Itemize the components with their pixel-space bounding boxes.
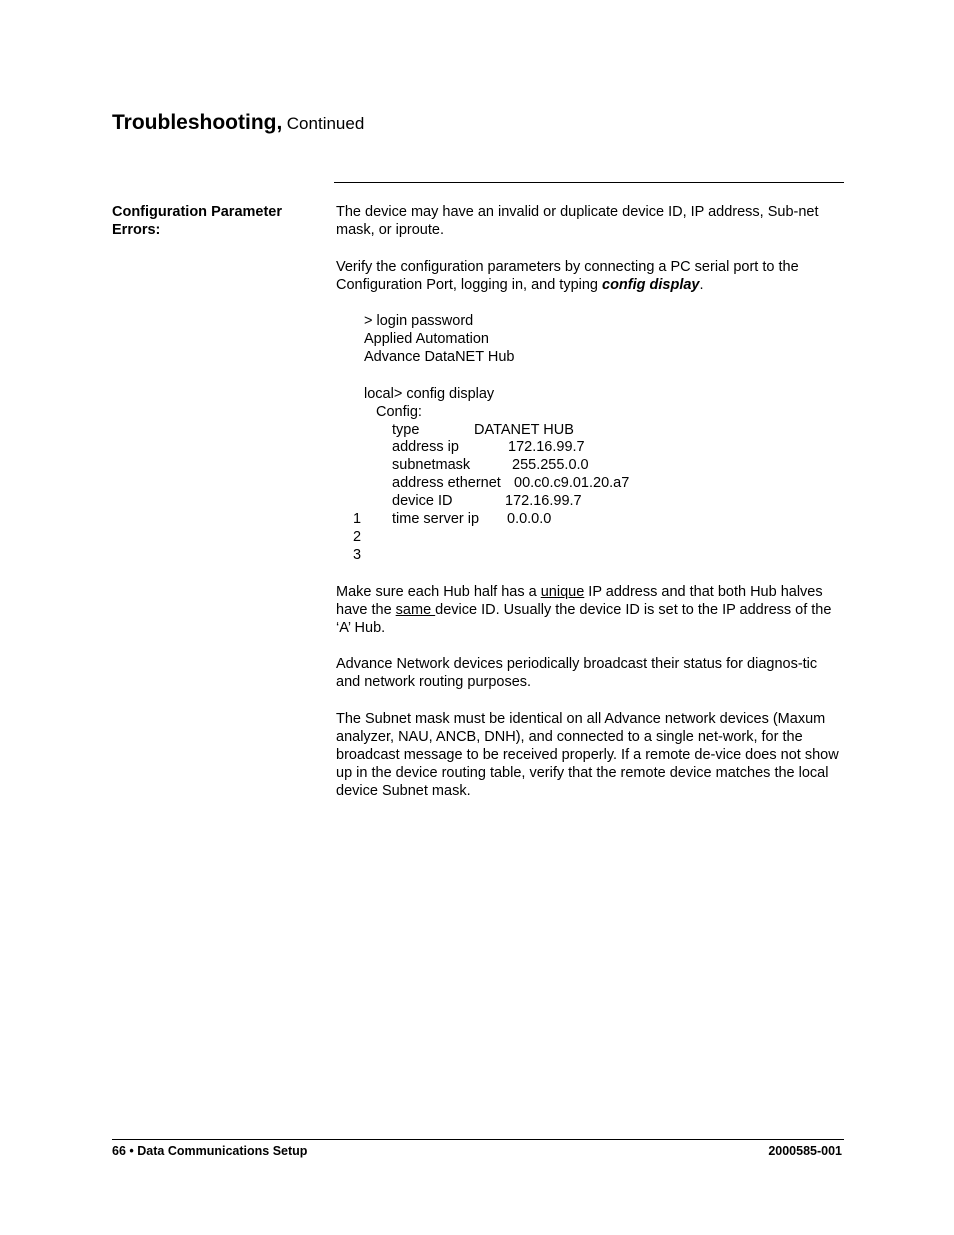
intro-paragraph: The device may have an invalid or duplicate device ID, IP address, Sub-net mask, or iproute. bbox=[336, 204, 819, 238]
config-key: address ip bbox=[392, 439, 459, 455]
broadcast-paragraph: Advance Network devices periodically broadcast their status for diagnos-tic and network routing purposes. bbox=[336, 656, 818, 690]
unique-ip-paragraph bbox=[336, 583, 844, 637]
config-key: time server ip bbox=[392, 511, 480, 527]
console-line: Applied Automation bbox=[364, 331, 489, 347]
document-number: 2000585-001 bbox=[768, 1144, 842, 1158]
subnet-paragraph: The Subnet mask must be identical on all Advance network devices (Maxum analyzer, NAU, ANCB, DNH), and connected to a single net-work, for the broadcast message to be received properly. If a remote de-vice does not show up in the device routing table, verify that the remote device matches the local device Subnet mask. bbox=[336, 711, 839, 799]
paragraph-text: IP address and that both Hub halves have the bbox=[336, 584, 823, 618]
console-line: Advance DataNET Hub bbox=[364, 349, 515, 365]
footer-divider bbox=[112, 1139, 844, 1140]
verify-text: Verify the configuration parameters by connecting a PC serial port to the Configuration Port, logging in, and typing bbox=[336, 259, 799, 293]
footer-left bbox=[112, 1144, 307, 1158]
console-prompt: local> config display bbox=[364, 386, 495, 402]
callout-number: 2 bbox=[353, 529, 362, 545]
paragraph-text: Make sure each Hub half has a bbox=[336, 584, 541, 600]
section-divider bbox=[334, 182, 844, 183]
bullet: • bbox=[129, 1144, 134, 1158]
footer-section: Data Communications Setup bbox=[137, 1144, 308, 1158]
section-label: Configuration Parameter Errors: bbox=[112, 204, 282, 238]
config-key: address ethernet bbox=[392, 475, 501, 491]
config-value: 00.c0.c9.01.20.a7 bbox=[514, 475, 630, 491]
emphasis-same: same bbox=[395, 602, 436, 618]
config-key: device ID bbox=[392, 493, 453, 509]
verify-paragraph bbox=[336, 258, 844, 294]
paragraph-text: device ID. Usually the device ID is set to the IP address of the ‘A’ Hub. bbox=[336, 602, 832, 636]
console-login: > login password bbox=[364, 313, 474, 329]
config-value: 255.255.0.0 bbox=[512, 457, 589, 473]
console-config-header: Config: bbox=[376, 404, 422, 420]
title-continued: Continued bbox=[286, 114, 365, 133]
config-value: DATANET HUB bbox=[474, 422, 574, 438]
emphasis-unique: unique bbox=[540, 584, 585, 600]
title-main: Troubleshooting, bbox=[112, 111, 283, 134]
config-key: subnetmask bbox=[392, 457, 471, 473]
config-key: type bbox=[392, 422, 420, 438]
callout-number: 3 bbox=[353, 547, 362, 563]
config-value: 172.16.99.7 bbox=[508, 439, 585, 455]
verify-command: config display bbox=[602, 277, 700, 293]
config-value: 172.16.99.7 bbox=[505, 493, 582, 509]
callout-number: 1 bbox=[353, 511, 362, 527]
verify-suffix: . bbox=[699, 277, 704, 293]
page-number: 66 bbox=[112, 1144, 126, 1158]
config-value: 0.0.0.0 bbox=[507, 511, 552, 527]
page-title bbox=[112, 111, 364, 135]
